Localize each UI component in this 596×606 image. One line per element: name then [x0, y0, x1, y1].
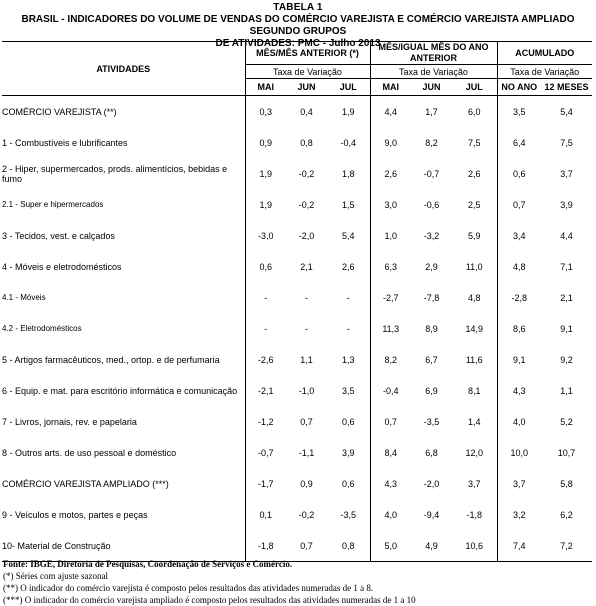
header-group-mes-anterior: MÊS/MÊS ANTERIOR (*): [245, 42, 370, 65]
table-row: [2, 189, 592, 220]
row-value: -0,2: [298, 509, 315, 520]
table-row: [2, 468, 592, 499]
table-row: [2, 313, 592, 344]
row-value: -2,6: [245, 344, 286, 375]
table-row: [2, 499, 592, 530]
col-header: JUN: [286, 79, 327, 96]
row-value: 2,6: [467, 168, 481, 179]
table-row: [2, 530, 592, 562]
row-value: 8,2: [370, 344, 411, 375]
row-label: 4.1 - Móveis: [2, 293, 46, 302]
footer-note-2: (**) O indicador do comércio varejista é composto pelos resultados das atividades numeradas de 1 a 8.: [3, 583, 374, 593]
row-value: 3,9: [560, 199, 573, 210]
header-group-igual-mes: MÊS/IGUAL MÊS DO ANO ANTERIOR: [370, 42, 497, 65]
row-value: 9,2: [560, 354, 573, 365]
footer-note-1: (*) Séries com ajuste sazonal: [3, 571, 108, 581]
row-value: 6,0: [467, 106, 481, 117]
row-value: 7,1: [560, 261, 573, 272]
row-value: 2,1: [560, 292, 573, 303]
row-value: 3,2: [497, 499, 541, 530]
row-value: 1,0: [370, 220, 411, 251]
row-value: -: [305, 323, 308, 334]
row-value: 2,1: [300, 261, 313, 272]
row-value: -2,0: [423, 478, 440, 489]
header-taxa-variacao: Taxa de Variação: [245, 65, 370, 79]
table-row: [2, 437, 592, 468]
row-value: 4,0: [497, 406, 541, 437]
header-group-acumulado: ACUMULADO: [497, 42, 592, 65]
footer-notes: [3, 558, 416, 606]
row-value: 2,9: [425, 261, 438, 272]
col-header: NO ANO: [497, 79, 541, 96]
row-value: 8,4: [370, 437, 411, 468]
table-row: [2, 251, 592, 282]
row-label: 2.1 - Super e hipermercados: [2, 200, 104, 209]
row-value: 4,8: [467, 292, 481, 303]
row-value: 4,8: [497, 251, 541, 282]
header-atividades: ATIVIDADES: [2, 42, 245, 96]
col-header: MAI: [245, 79, 286, 96]
row-value: 6,4: [497, 127, 541, 158]
row-value: 7,4: [497, 530, 541, 562]
row-value: -7,8: [423, 292, 440, 303]
row-value: 8,9: [425, 323, 438, 334]
row-label: 2 - Hiper, supermercados, prods. alimentícios, bebidas e fumo: [2, 163, 228, 184]
row-value: 7,5: [467, 137, 481, 148]
row-value: 1,1: [300, 354, 313, 365]
header-taxa-variacao: Taxa de Variação: [370, 65, 497, 79]
row-value: 0,6: [341, 478, 355, 489]
table-row: [2, 96, 592, 128]
row-value: -: [305, 292, 308, 303]
row-value: 0,7: [370, 406, 411, 437]
table-row: [2, 220, 592, 251]
row-value: 0,7: [497, 189, 541, 220]
row-value: -2,0: [298, 230, 315, 241]
row-value: -9,4: [423, 509, 440, 520]
row-value: 4,3: [370, 468, 411, 499]
row-label: 1 - Combustíveis e lubrificantes: [2, 137, 128, 148]
row-value: 1,3: [341, 354, 355, 365]
row-value: -1,7: [245, 468, 286, 499]
row-value: 3,5: [497, 96, 541, 128]
row-label: 4.2 - Eletrodomésticos: [2, 324, 82, 333]
col-header: MAI: [370, 79, 411, 96]
row-value: -0,7: [245, 437, 286, 468]
table-row: [2, 282, 592, 313]
row-value: -0,4: [340, 137, 356, 148]
row-value: -3,5: [423, 416, 440, 427]
row-value: 3,4: [497, 220, 541, 251]
row-value: -1,8: [466, 509, 482, 520]
row-value: 4,9: [411, 530, 452, 562]
row-value: 3,0: [370, 189, 411, 220]
row-label: 3 - Tecidos, vest. e calçados: [2, 230, 115, 241]
row-value: 4,4: [560, 230, 573, 241]
row-value: 1,7: [425, 106, 438, 117]
col-header: JUL: [327, 79, 370, 96]
row-value: 6,9: [425, 385, 438, 396]
row-value: 0,9: [245, 127, 286, 158]
row-label: 8 - Outros arts. de uso pessoal e doméstico: [2, 447, 177, 458]
row-value: -2,1: [245, 375, 286, 406]
title-line-1: TABELA 1: [273, 2, 323, 13]
row-value: 1,4: [467, 416, 481, 427]
row-value: 4,4: [370, 96, 411, 128]
row-value: -0,7: [423, 168, 440, 179]
table-row: [2, 406, 592, 437]
row-value: 0,3: [245, 96, 286, 128]
row-value: -3,2: [423, 230, 440, 241]
row-value: -: [346, 323, 350, 334]
row-value: 8,2: [425, 137, 438, 148]
row-value: -0,4: [370, 375, 411, 406]
row-label: 9 - Veículos e motos, partes e peças: [2, 509, 148, 520]
row-value: 5,9: [467, 230, 481, 241]
row-value: 0,6: [341, 416, 355, 427]
row-label: COMÉRCIO VAREJISTA AMPLIADO (***): [2, 478, 169, 489]
row-value: 0,1: [245, 499, 286, 530]
row-value: 12,0: [465, 447, 484, 458]
row-value: 6,8: [425, 447, 438, 458]
title-line-3: DE ATIVIDADES: PMC - Julho 2013: [215, 38, 381, 49]
row-value: 5,0: [370, 530, 411, 562]
row-value: 14,9: [465, 323, 484, 334]
row-value: 9,1: [560, 323, 573, 334]
row-value: 3,9: [341, 447, 355, 458]
row-value: 4,3: [497, 375, 541, 406]
row-value: 0,7: [300, 416, 313, 427]
row-value: 0,8: [327, 530, 370, 562]
row-value: -1,2: [245, 406, 286, 437]
title-line-2: BRASIL - INDICADORES DO VOLUME DE VENDAS DO COMÉRCIO VAREJISTA E COMÉRCIO VAREJISTA AMPLIADO SEGUNDO GRUPOS: [21, 14, 575, 37]
row-label: 10- Material de Construção: [2, 530, 245, 562]
row-value: 6,3: [370, 251, 411, 282]
row-value: 1,9: [245, 158, 286, 189]
row-value: 0,6: [497, 158, 541, 189]
row-value: 6,2: [560, 509, 573, 520]
table-row: [2, 158, 592, 189]
row-value: 3,7: [467, 478, 481, 489]
row-value: 1,5: [341, 199, 355, 210]
row-value: -: [346, 292, 350, 303]
row-value: 8,1: [467, 385, 481, 396]
table-body: [2, 96, 592, 562]
header-taxa-variacao: Taxa de Variação: [497, 65, 592, 79]
row-value: -: [245, 313, 286, 344]
row-value: 0,4: [300, 106, 313, 117]
row-value: 3,5: [341, 385, 355, 396]
row-value: -0,2: [298, 199, 315, 210]
col-header: JUL: [452, 79, 497, 96]
row-value: 2,6: [370, 158, 411, 189]
row-value: 8,6: [497, 313, 541, 344]
row-value: 5,4: [341, 230, 355, 241]
row-value: 9,1: [497, 344, 541, 375]
row-value: -2,7: [370, 282, 411, 313]
row-value: 0,7: [286, 530, 327, 562]
row-value: 10,0: [497, 437, 541, 468]
row-value: -2,8: [497, 282, 541, 313]
table-row: [2, 375, 592, 406]
row-value: 1,8: [341, 168, 355, 179]
data-table: [2, 41, 592, 562]
row-label: 7 - Livros, jornais, rev. e papelaria: [2, 416, 137, 427]
row-value: 11,6: [465, 354, 483, 365]
row-value: 7,2: [541, 530, 592, 562]
row-value: -0,2: [298, 168, 315, 179]
row-value: 5,8: [560, 478, 573, 489]
col-header: JUN: [411, 79, 452, 96]
row-value: 10,7: [557, 447, 576, 458]
row-value: -: [245, 282, 286, 313]
row-value: 6,7: [425, 354, 438, 365]
row-value: -3,0: [245, 220, 286, 251]
row-value: 7,5: [560, 137, 573, 148]
footer-note-3: (***) O indicador do comércio varejista ampliado é composto pelos resultados das atividades numeradas de 1 a 10: [3, 595, 416, 605]
row-value: 2,6: [341, 261, 355, 272]
row-value: 5,2: [560, 416, 573, 427]
row-label: 6 - Equip. e mat. para escritório informática e comunicação: [2, 385, 238, 396]
row-value: -0,6: [423, 199, 440, 210]
row-value: 10,6: [452, 530, 497, 562]
row-label: 4 - Móveis e eletrodomésticos: [2, 261, 122, 272]
row-value: 11,3: [370, 313, 411, 344]
row-value: 1,9: [245, 189, 286, 220]
row-value: 3,7: [560, 168, 573, 179]
row-label: COMÉRCIO VAREJISTA (**): [2, 106, 117, 117]
col-header: 12 MESES: [541, 79, 592, 96]
row-value: -1,1: [298, 447, 315, 458]
row-label: 5 - Artigos farmacêuticos, med., ortop. e de perfumaria: [2, 354, 220, 365]
table-row: [2, 127, 592, 158]
row-value: 3,7: [497, 468, 541, 499]
row-value: 4,0: [370, 499, 411, 530]
row-value: 1,9: [341, 106, 355, 117]
row-value: 9,0: [370, 127, 411, 158]
row-value: -3,5: [340, 509, 356, 520]
row-value: 5,4: [560, 106, 573, 117]
row-value: 0,6: [245, 251, 286, 282]
row-value: -1,8: [245, 530, 286, 562]
row-value: -1,0: [298, 385, 315, 396]
table-row: [2, 344, 592, 375]
row-value: 11,0: [465, 261, 483, 272]
footer-source: Fonte: IBGE, Diretoria de Pesquisas, Coordenação de Serviços e Comércio.: [3, 559, 293, 569]
row-value: 1,1: [560, 385, 573, 396]
row-value: 2,5: [467, 199, 481, 210]
row-value: 0,8: [300, 137, 313, 148]
row-value: 0,9: [300, 478, 313, 489]
